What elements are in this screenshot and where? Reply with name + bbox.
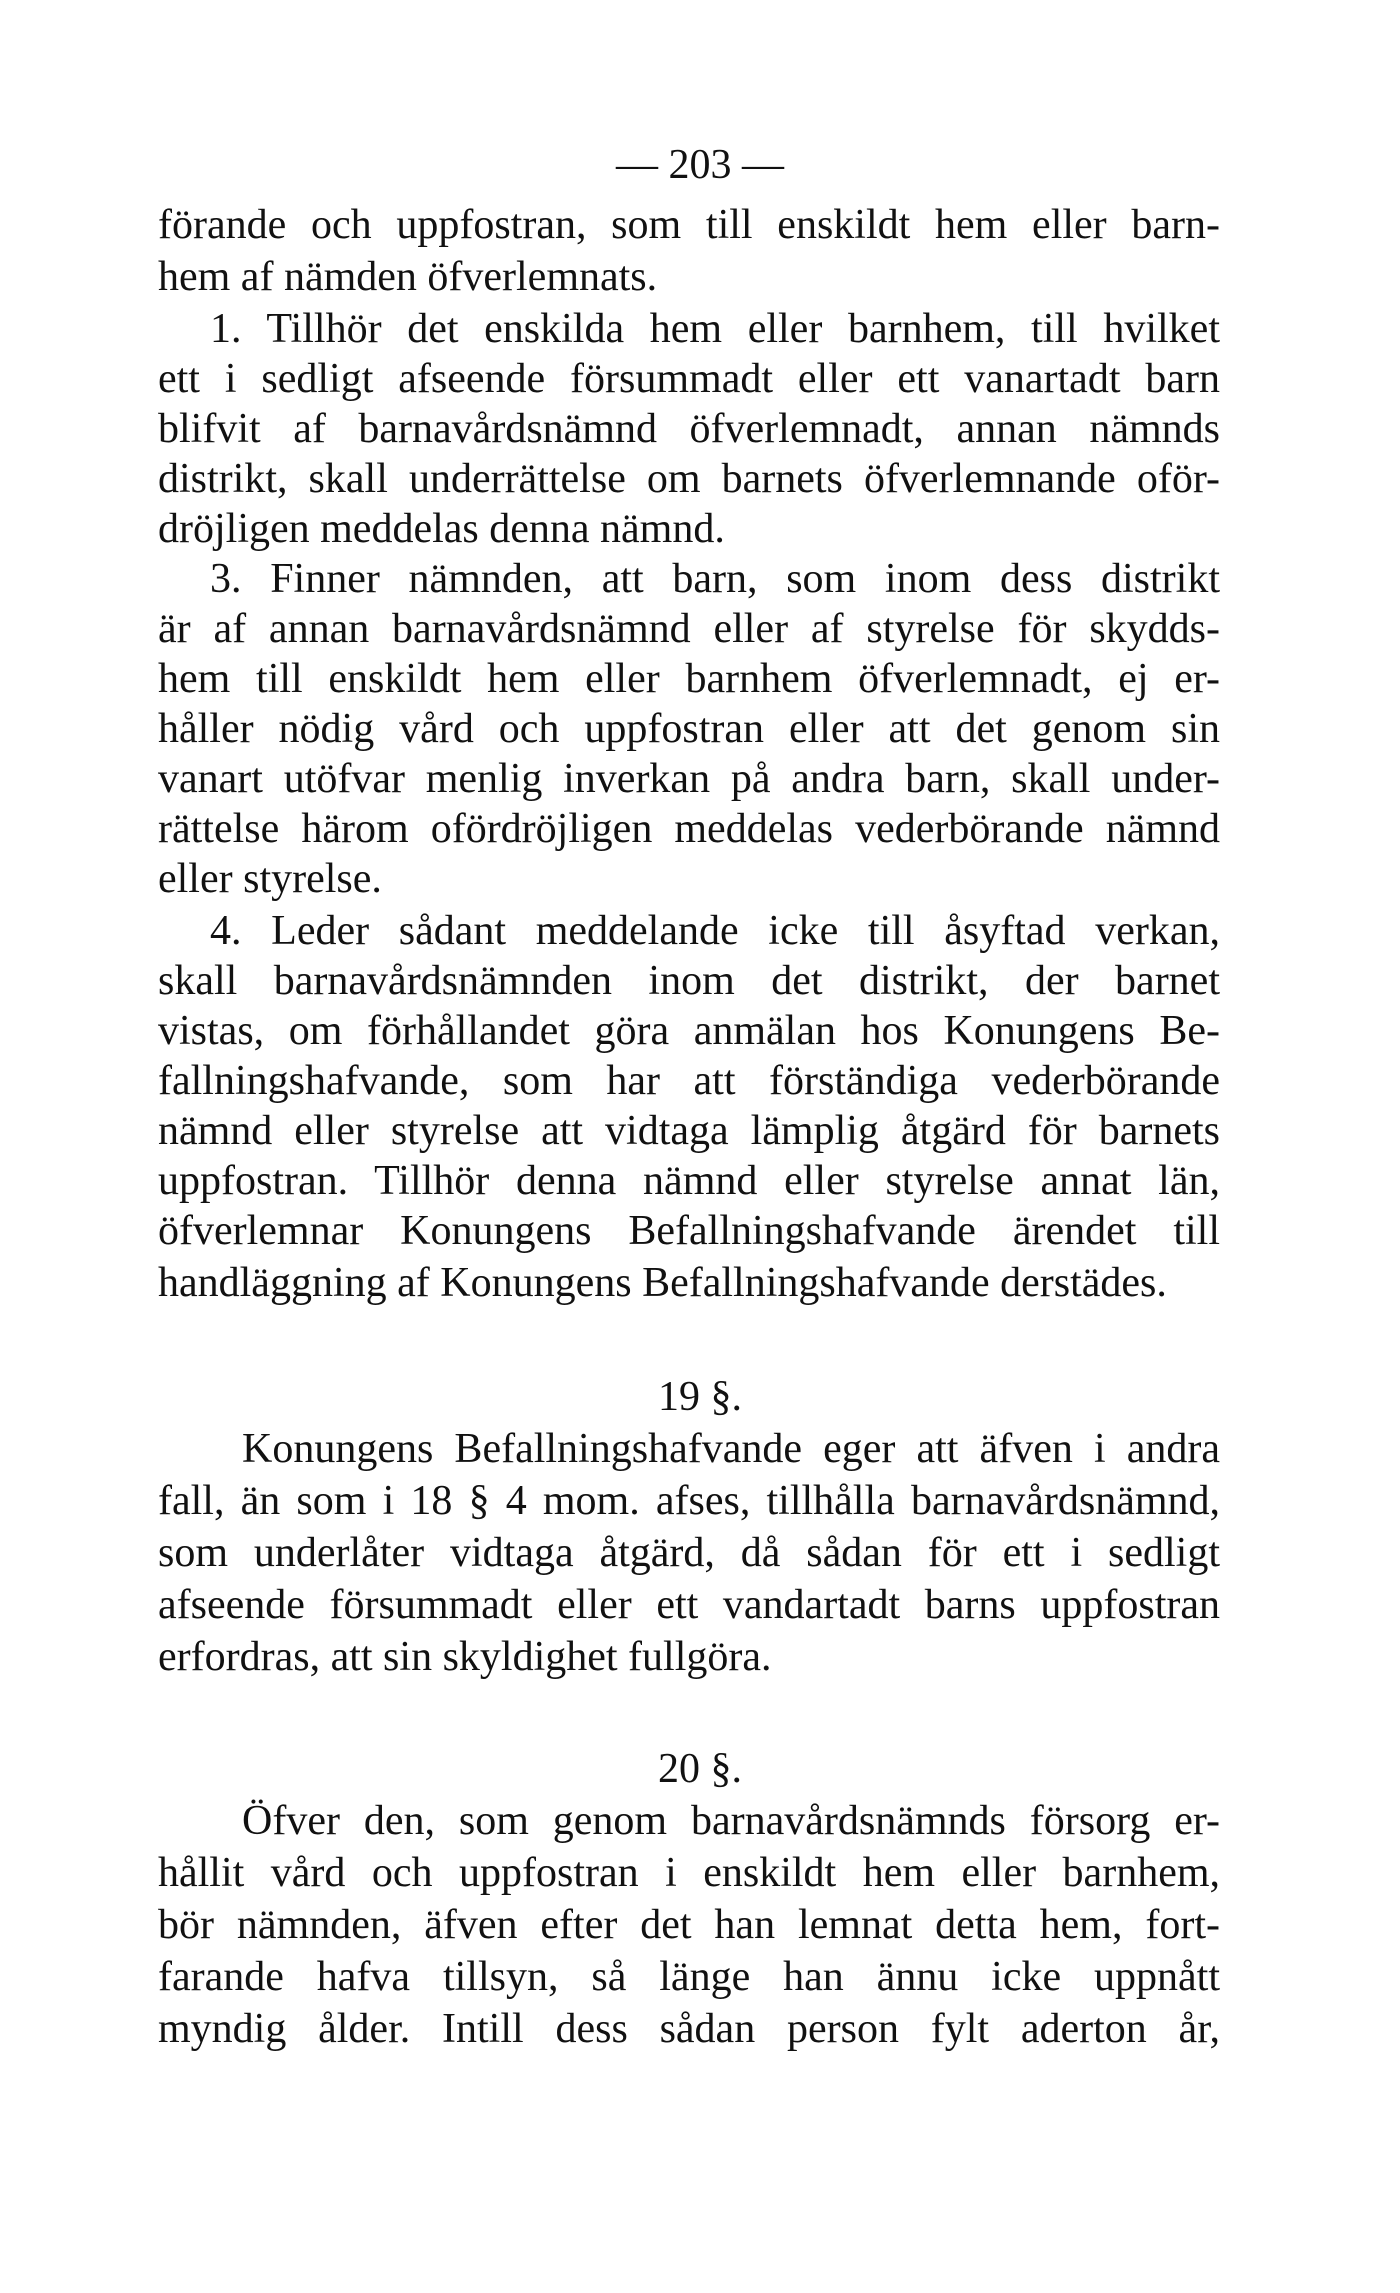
text-line: erfordras, att sin skyldighet fullgöra. [158, 1634, 772, 1680]
text-line: fallningshafvande, som har att förständiga vederbörande [158, 1058, 1220, 1104]
paragraph-4-start: 4. Leder sådant meddelande icke till åsyftad verkan, [210, 908, 1220, 954]
text-line: som underlåter vidtaga åtgärd, då sådan för ett i sedligt [158, 1530, 1220, 1576]
text-line: distrikt, skall underrättelse om barnets öfverlemnande oför- [158, 456, 1220, 502]
text-line: vistas, om förhållandet göra anmälan hos Konungens Be- [158, 1008, 1220, 1054]
section-heading-19: 19 §. [658, 1374, 742, 1420]
text-line: handläggning af Konungens Befallningshafvande derstädes. [158, 1260, 1167, 1306]
text-line: farande hafva tillsyn, så länge han ännu icke uppnått [158, 1954, 1220, 2000]
text-line: myndig ålder. Intill dess sådan person fylt aderton år, [158, 2006, 1220, 2052]
text-line: hem af nämden öfverlemnats. [158, 254, 658, 300]
text-line: ett i sedligt afseende försummadt eller ett vanartadt barn [158, 356, 1220, 402]
section-19-start: Konungens Befallningshafvande eger att äfven i andra [242, 1426, 1220, 1472]
text-line: vanart utöfvar menlig inverkan på andra barn, skall under- [158, 756, 1220, 802]
section-heading-20: 20 §. [658, 1746, 742, 1792]
text-line: nämnd eller styrelse att vidtaga lämplig åtgärd för barnets [158, 1108, 1220, 1154]
text-line: dröjligen meddelas denna nämnd. [158, 506, 725, 552]
text-line: bör nämnden, äfven efter det han lemnat detta hem, fort- [158, 1902, 1220, 1948]
text-line: är af annan barnavårdsnämnd eller af styrelse för skydds- [158, 606, 1220, 652]
text-line: rättelse härom ofördröjligen meddelas vederbörande nämnd [158, 806, 1220, 852]
text-line: hållit vård och uppfostran i enskildt hem eller barnhem, [158, 1850, 1220, 1896]
text-line: fall, än som i 18 § 4 mom. afses, tillhålla barnavårdsnämnd, [158, 1478, 1220, 1524]
page-number: — 203 — [616, 142, 784, 188]
text-line: uppfostran. Tillhör denna nämnd eller styrelse annat län, [158, 1158, 1220, 1204]
text-line: hem till enskildt hem eller barnhem öfverlemnadt, ej er- [158, 656, 1220, 702]
paragraph-3-start: 3. Finner nämnden, att barn, som inom dess distrikt [210, 556, 1220, 602]
text-line: afseende försummadt eller ett vandartadt barns uppfostran [158, 1582, 1220, 1628]
text-line: förande och uppfostran, som till enskildt hem eller barn- [158, 202, 1220, 248]
paragraph-1-start: 1. Tillhör det enskilda hem eller barnhem, till hvilket [210, 306, 1220, 352]
text-line: eller styrelse. [158, 856, 382, 902]
text-line: blifvit af barnavårdsnämnd öfverlemnadt, annan nämnds [158, 406, 1220, 452]
section-20-start: Öfver den, som genom barnavårdsnämnds försorg er- [242, 1798, 1220, 1844]
text-line: håller nödig vård och uppfostran eller att det genom sin [158, 706, 1220, 752]
text-line: öfverlemnar Konungens Befallningshafvande ärendet till [158, 1208, 1220, 1254]
text-line: skall barnavårdsnämnden inom det distrikt, der barnet [158, 958, 1220, 1004]
